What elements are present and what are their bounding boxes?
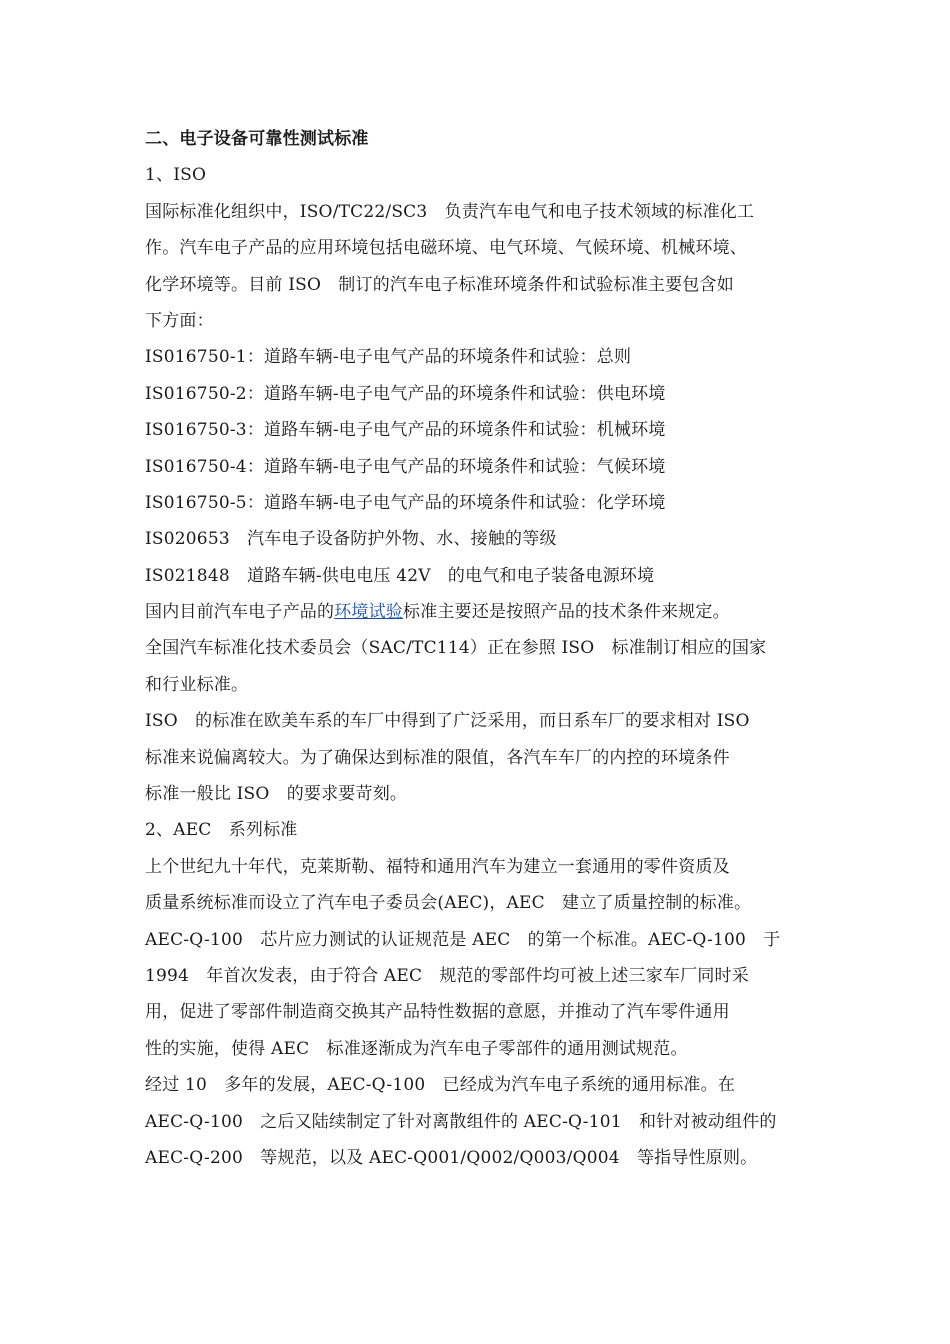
list-item: IS016750-4：道路车辆-电子电气产品的环境条件和试验：气候环境 [145,456,666,477]
iso-standards-list [145,339,810,594]
paragraph-line: 标准一般比 ISO 的要求要苛刻。 [145,784,408,805]
iso-usage-paragraph [145,703,810,812]
paragraph-line: 化学环境等。目前 ISO 制订的汽车电子标准环境条件和试验标准主要包含如 [145,274,734,295]
paragraph-line: 质量系统标准而设立了汽车电子委员会(AEC)，AEC 建立了质量控制的标准。 [145,893,752,914]
paragraph-line: 作。汽车电子产品的应用环境包括电磁环境、电气环境、气候环境、机械环境、 [145,238,747,259]
paragraph-line: ISO 的标准在欧美车系的车厂中得到了广泛采用，而日系车厂的要求相对 ISO [145,711,750,732]
list-item: IS021848 道路车辆-供电电压 42V 的电气和电子装备电源环境 [145,565,655,586]
paragraph-line [145,594,810,630]
iso-intro-paragraph [145,194,810,340]
paragraph-line: 经过 10 多年的发展，AEC-Q-100 已经成为汽车电子系统的通用标准。在 [145,1075,736,1096]
list-item: IS016750-5：道路车辆-电子电气产品的环境条件和试验：化学环境 [145,492,666,513]
paragraph-line: 用，促进了零部件制造商交换其产品特性数据的意愿，并推动了汽车零件通用 [145,1002,730,1023]
paragraph-line: 和行业标准。 [145,674,249,695]
list-item: IS016750-1：道路车辆-电子电气产品的环境条件和试验：总则 [145,347,632,368]
paragraph-line: 上个世纪九十年代，克莱斯勒、福特和通用汽车为建立一套通用的零件资质及 [145,856,730,877]
list-item: IS020653 汽车电子设备防护外物、水、接触的等级 [145,529,557,550]
aec-history-paragraph [145,849,810,1067]
section-title: 二、电子设备可靠性测试标准 [145,129,369,149]
paragraph-line: 标准来说偏离较大。为了确保达到标准的限值，各汽车车厂的内控的环境条件 [145,747,730,768]
environment-test-link[interactable]: 环境试验 [334,602,404,623]
list-item: IS016750-2：道路车辆-电子电气产品的环境条件和试验：供电环境 [145,383,666,404]
subsection-title-iso: 1、ISO [145,165,207,186]
subsection-title-aec: 2、AEC 系列标准 [145,820,298,841]
domestic-paragraph [145,594,810,703]
paragraph-line: 1994 年首次发表，由于符合 AEC 规范的零部件均可被上述三家车厂同时采 [145,965,749,986]
list-item: IS016750-3：道路车辆-电子电气产品的环境条件和试验：机械环境 [145,420,666,441]
paragraph-line: 下方面： [145,310,214,331]
aec-development-paragraph [145,1067,810,1176]
paragraph-line: 性的实施，使得 AEC 标准逐渐成为汽车电子零部件的通用测试规范。 [145,1038,688,1059]
paragraph-line: AEC-Q-200 等规范，以及 AEC-Q001/Q002/Q003/Q004 等指导性原则。 [145,1147,758,1168]
domestic-suffix-text: 标准主要还是按照产品的技术条件来规定。 [403,602,730,623]
paragraph-line: AEC-Q-100 芯片应力测试的认证规范是 AEC 的第一个标准。AEC-Q-100 于 [145,929,781,950]
paragraph-line: 国际标准化组织中，ISO/TC22/SC3 负责汽车电气和电子技术领域的标准化工 [145,201,755,222]
paragraph-line: AEC-Q-100 之后又陆续制定了针对离散组件的 AEC-Q-101 和针对被动组件的 [145,1111,777,1132]
paragraph-line: 全国汽车标准化技术委员会（SAC/TC114）正在参照 ISO 标准制订相应的国家 [145,638,767,659]
document-body [145,121,810,1176]
domestic-prefix-text: 国内目前汽车电子产品的 [145,602,335,623]
